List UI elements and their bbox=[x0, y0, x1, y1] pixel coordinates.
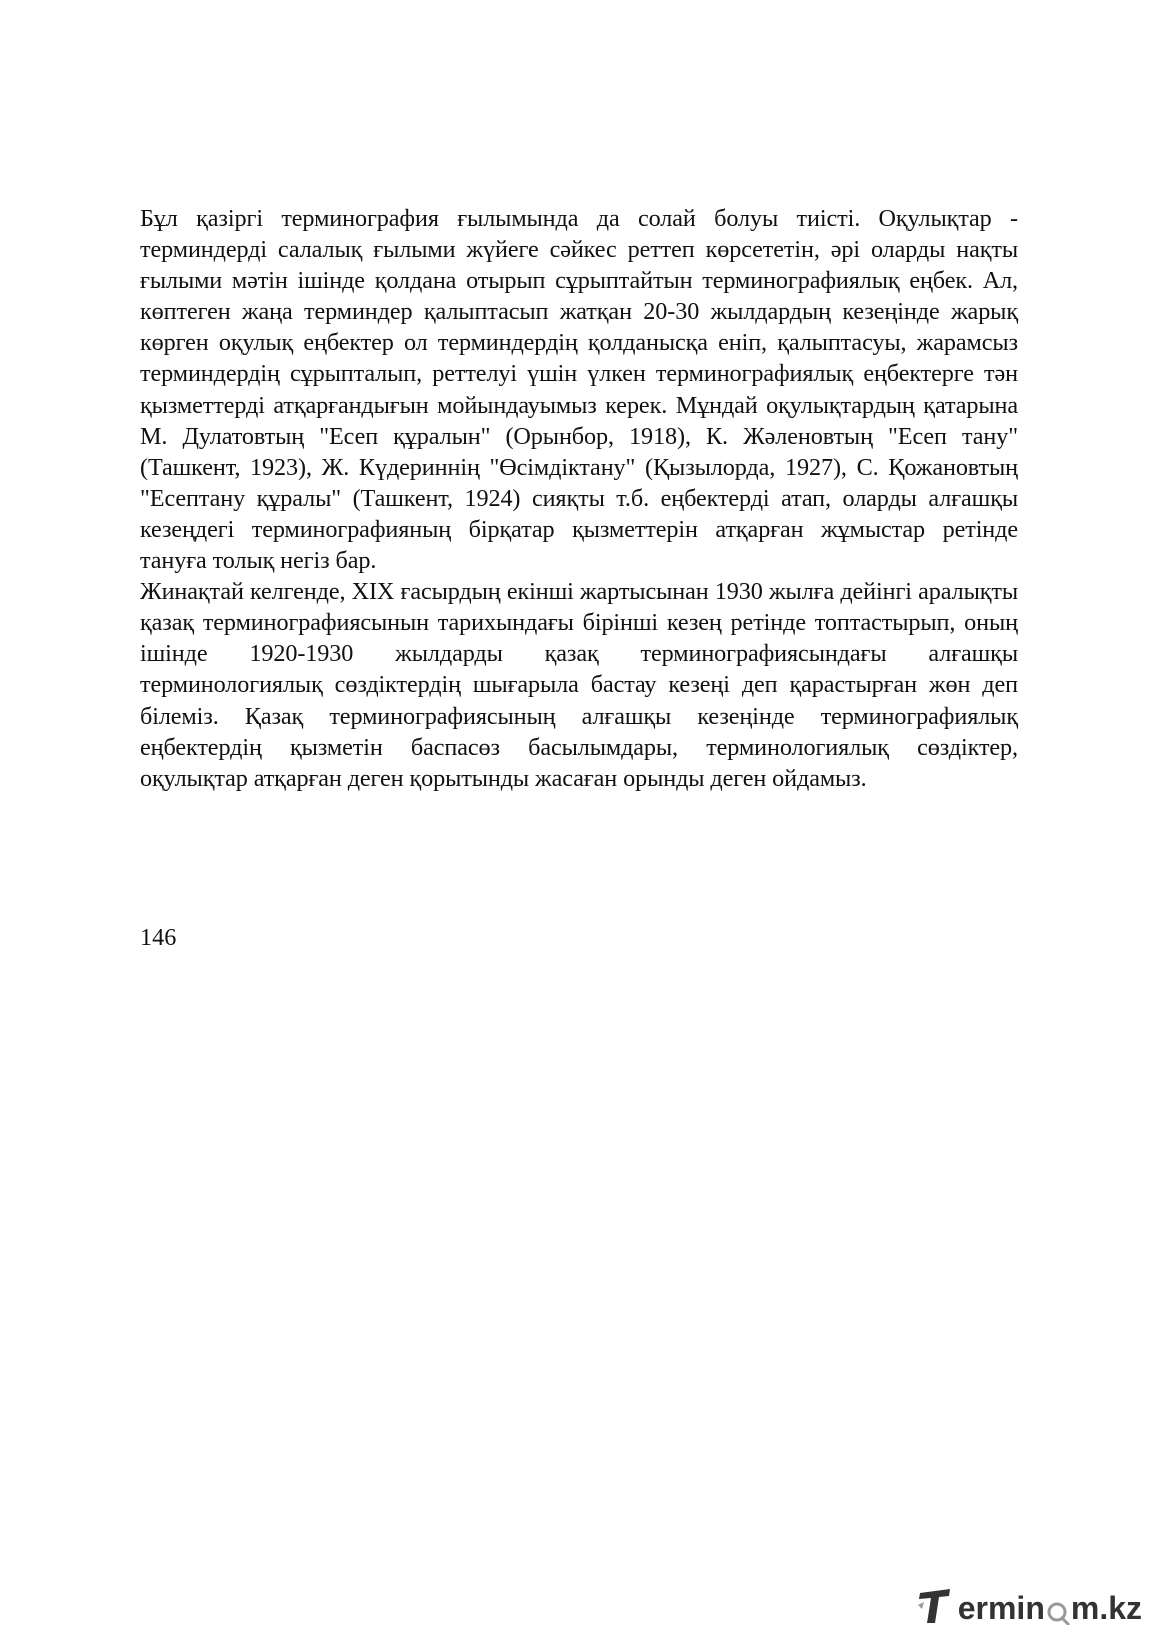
magnifier-o-icon bbox=[1045, 1595, 1071, 1625]
document-body bbox=[140, 203, 1018, 794]
site-watermark bbox=[916, 1585, 1142, 1625]
watermark-text-start: ermin bbox=[957, 1590, 1045, 1626]
t-letter-logo-icon bbox=[916, 1585, 956, 1625]
watermark-text-end: m.kz bbox=[1070, 1590, 1142, 1626]
page-number: 146 bbox=[140, 924, 177, 951]
paragraph-1: Бұл қазіргі терминография ғылымында да солай болуы тиісті. Оқулықтар - терминдерді салалық ғылыми жүйеге сәйкес реттеп көрсететін, әрі оларды нақты ғылыми мәтін ішінде қолдана отырып сұрыптайтын терминографиялық еңбек. Ал, көптеген жаңа терминдер қалыптасып жатқан 20-30 жылдардың кезеңінде жарық көрген оқулық еңбектер ол терминдердің қолданысқа еніп, қалыптасуы, жарамсыз терминдердің сұрыпталып, реттелуі үшін үлкен терминографиялық еңбектерге тән қызметтерді атқарғандығын мойындауымыз керек. Мұндай оқулықтардың қатарына М. Дулатовтың "Есеп құралын" (Орынбор, 1918), К. Жәленовтың "Есеп тану" (Ташкент, 1923), Ж. Күдериннің "Өсімдіктану" (Қызылорда, 1927), С. Қожановтың "Есептану құралы" (Ташкент, 1924) сияқты т.б. еңбектерді атап, оларды алғашқы кезеңдегі терминографияның бірқатар қызметтерін атқарған жұмыстар ретінде тануға толық негіз бар. bbox=[140, 205, 1018, 575]
paragraph-2: Жинақтай келгенде, XIX ғасырдың екінші жартысынан 1930 жылға дейінгі аралықты қазақ терминографиясынын тарихындағы бірінші кезең ретінде топтастырып, оның ішінде 1920-1930 жылдарды қазақ терминографиясындағы алғашқы терминологиялық сөздіктердің шығарыла бастау кезеңі деп қарастырған жөн деп білеміз. Қазақ терминографиясының алғашқы кезеңінде терминографиялық еңбектердің қызметін баспасөз басылымдары, терминологиялық сөздіктер, оқулықтар атқарған деген қорытынды жасаған орынды деген ойдамыз. bbox=[140, 578, 1018, 792]
